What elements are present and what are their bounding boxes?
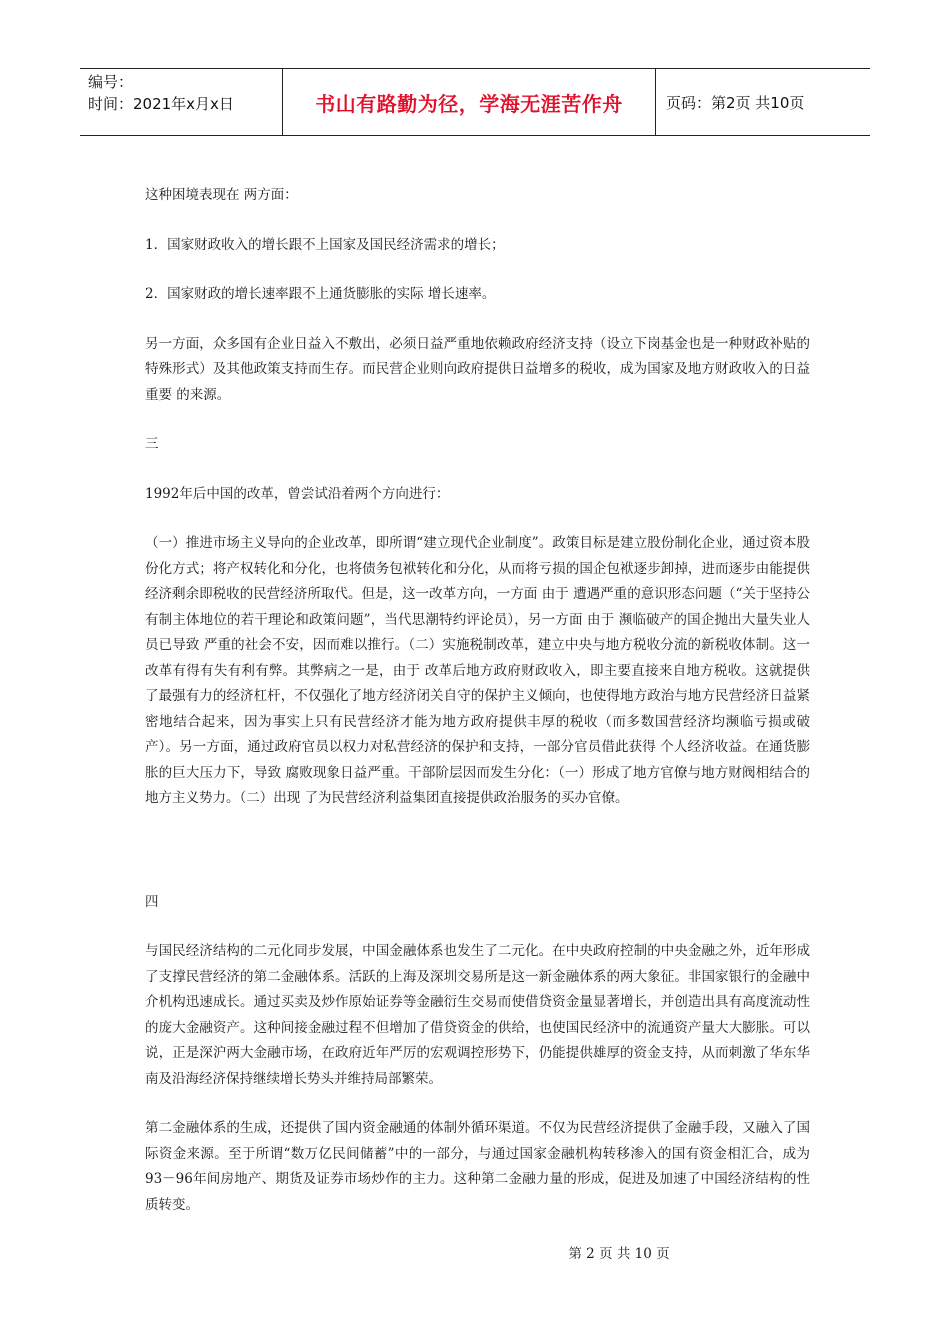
header-meta — [80, 69, 283, 135]
document-header — [80, 68, 870, 136]
number-label: 编号： — [88, 73, 134, 91]
paragraph-item-1: 1．国家财政收入的增长跟不上国家及国民经济需求的增长； — [145, 236, 505, 253]
document-body — [145, 183, 810, 1242]
paragraph-other-side: 另一方面，众多国有企业日益入不敷出，必须日益严重地依赖政府经济支持（设立下岗基金也是一种财政补贴的特殊形式）及其他政策支持而生存。而民营企业则向政府提供日益增多的税收，成为国家及地方财政收入的日益重要 的来源。 — [145, 335, 810, 403]
section-heading-three: 三 — [145, 436, 159, 452]
paragraph-finance-dual: 与国民经济结构的二元化同步发展，中国金融体系也发生了二元化。在中央政府控制的中央金融之外，近年形成了支撑民营经济的第二金融体系。活跃的上海及深圳交易所是这一新金融体系的两大象征。非国家银行的金融中介机构迅速成长。通过买卖及炒作原始证券等金融衍生交易而使借贷资金量显著增长，并创造出具有高度流动性的庞大金融资产。这种间接金融过程不但增加了借贷资金的供给，也使国民经济中的流通资产量大大膨胀。可以 说，正是深沪两大金融市场，在政府近年严厉的宏观调控形势下，仍能提供雄厚的资金支持，从而刺激了华东华南及沿海经济保持继续增长势头并维持局部繁荣。 — [145, 943, 810, 1087]
header-page-indicator: 页码：第2页 共10页 — [666, 93, 805, 112]
time-label: 时间：2021年x月x日 — [88, 95, 234, 113]
page-footer: 第 2 页 共 10 页 — [568, 1246, 670, 1262]
paragraph-second-finance: 第二金融体系的生成，还提供了国内资金融通的体制外循环渠道。不仅为民营经济提供了金融手段，又融入了国际资金来源。至于所谓“数万亿民间储蓄”中的一部分，与通过国家金融机构转移渗入的国有资金相汇合，成为93－96年间房地产、期货及证券市场炒作的主力。这种第二金融力量的形成，促进及加速了中国经济结构的性质转变。 — [145, 1120, 810, 1213]
section-heading-four: 四 — [145, 893, 159, 910]
paragraph-intro: 这种困境表现在 两方面： — [145, 187, 298, 203]
paragraph-reform-intro: 1992年后中国的改革，曾尝试沿着两个方向进行： — [145, 485, 450, 502]
paragraph-item-2: 2．国家财政的增长速率跟不上通货膨胀的实际 增长速率。 — [145, 286, 496, 302]
header-motto: 书山有路勤为径，学海无涯苦作舟 — [283, 69, 656, 135]
paragraph-reform-detail: （一）推进市场主义导向的企业改革，即所谓“建立现代企业制度”。政策目标是建立股份制化企业，通过资本股份化方式；将产权转化和分化，也将债务包袱转化和分化，从而将亏损的国企包袱逐步卸掉，进而逐步由能提供经济剩余即税收的民营经济所取代。但是，这一改革方向，一方面 由于 遭遇严重的意识形态问题（“关于坚持公有制主体地位的若干理论和政策问题”，当代思潮特约评论员），另一方面 由于 濒临破产的国企抛出大量失业人员已导致 严重的社会不安，因而难以推行。（二）实施税制改革，建立中央与地方税收分流的新税收体制。这一改革有得有失有利有弊。其弊病之一是，由于 改革后地方政府财政收入，即主要直接来自地方税收。这就提供了最强有力的经济杠杆，不仅强化了地方经济闭关自守的保护主义倾向，也使得地方政治与地方民营经济日益紧密地结合起来，因为事实上只有民营经济才能为地方政府提供丰厚的税收（而多数国营经济均濒临亏损或破产）。另一方面，通过政府官员以权力对私营经济的保护和支持，一部分官员借此获得 个人经济收益。在通货膨胀的巨大压力下，导致 腐败现象日益严重。干部阶层因而发生分化：（一）形成了地方官僚与地方财阀相结合的地方主义势力。（二）出现 了为民营经济利益集团直接提供政治服务的买办官僚。 — [145, 535, 810, 806]
